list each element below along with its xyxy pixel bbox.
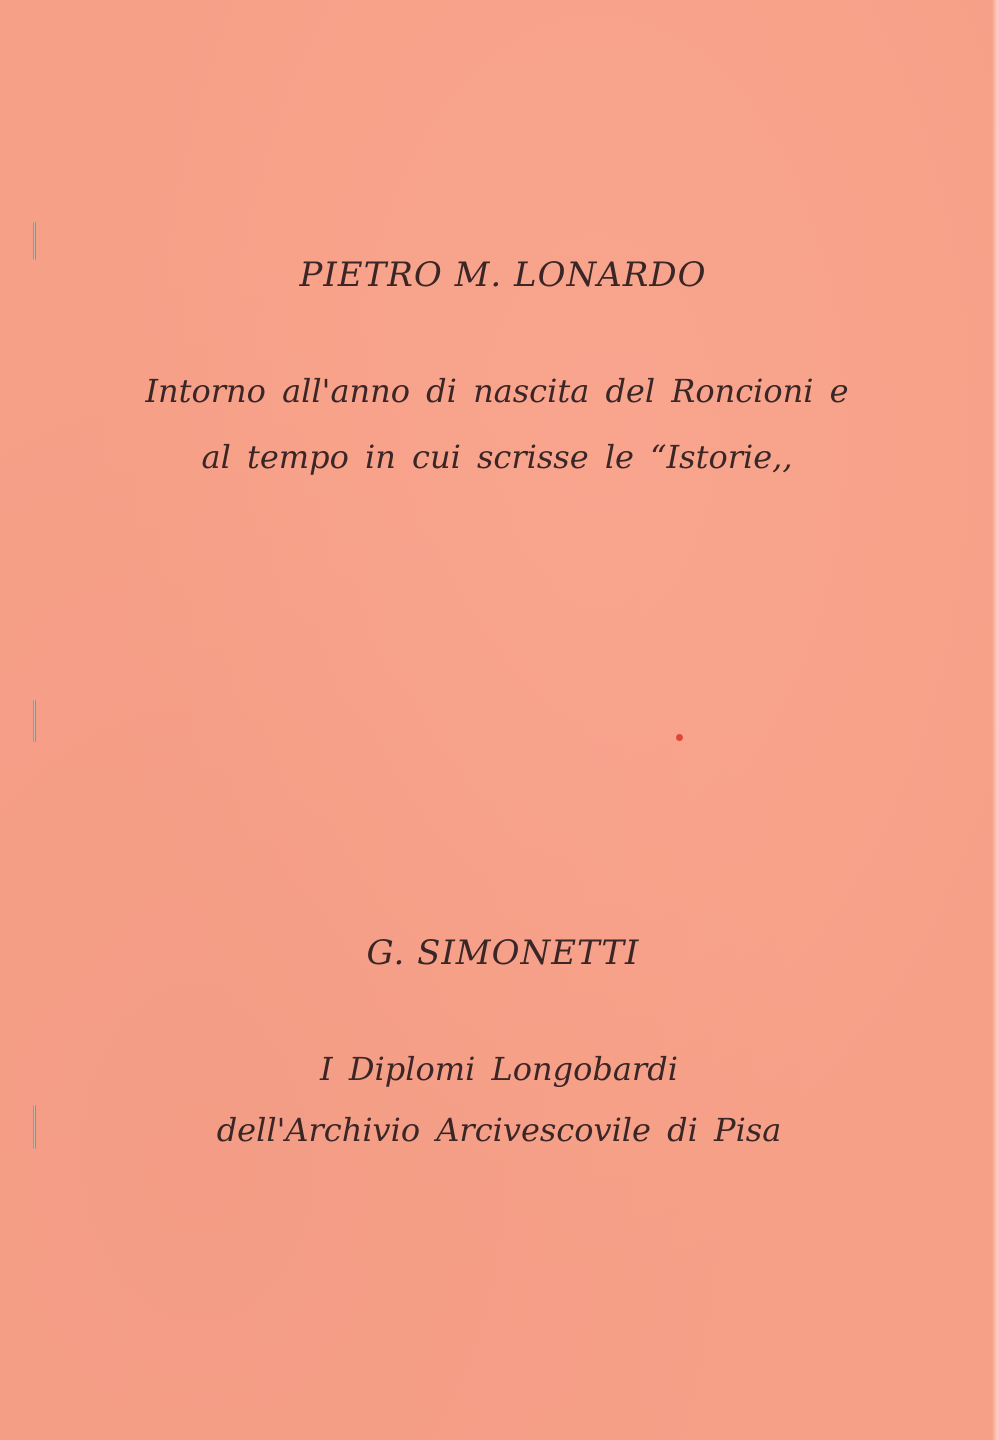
first-title-line-2: al tempo in cui scrisse le “Istorie,, — [201, 438, 793, 476]
red-fleck — [676, 734, 683, 741]
second-title-line-2: dell'Archivio Arcivescovile di Pisa — [216, 1111, 782, 1149]
first-title-line-1: Intorno all'anno di nascita del Roncioni e — [145, 372, 849, 410]
second-author: G. SIMONETTI — [366, 933, 640, 973]
staple-middle — [33, 700, 36, 742]
first-author: PIETRO M. LONARDO — [299, 255, 707, 295]
second-title-line-1: I Diplomi Longobardi — [320, 1050, 678, 1088]
